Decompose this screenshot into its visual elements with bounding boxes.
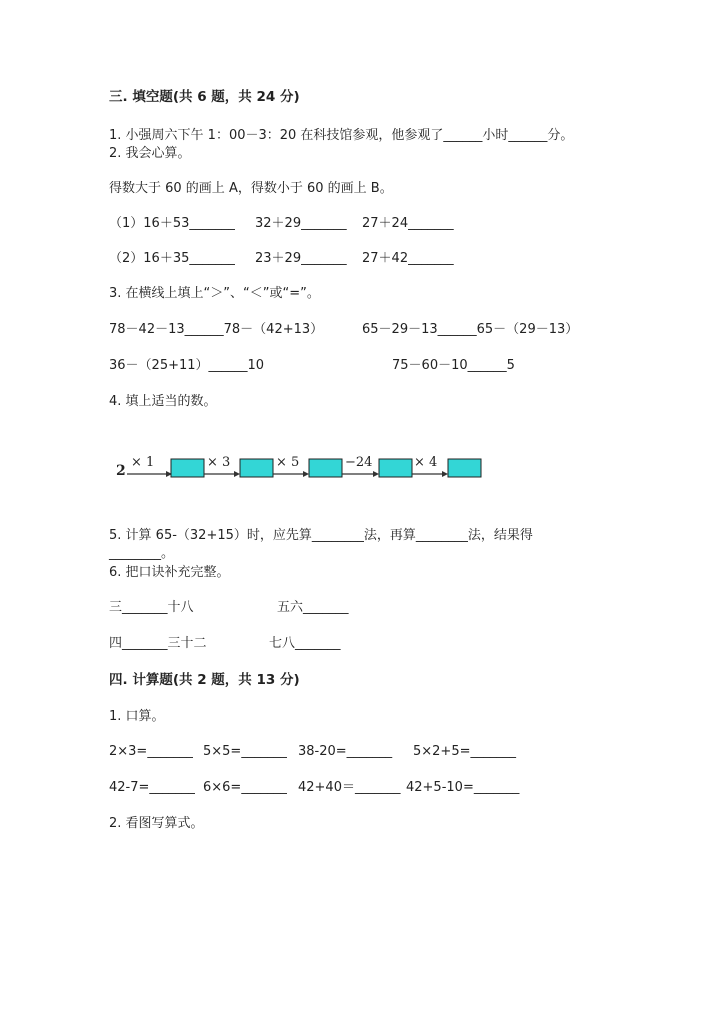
chain-box-5 [448, 459, 481, 477]
s4-q1-row1-item3: 38-20=_______ [298, 744, 393, 759]
chain-box-2 [240, 459, 273, 477]
section3-heading: 三. 填空题(共 6 题，共 24 分) [109, 89, 300, 105]
chain-box-3 [309, 459, 342, 477]
q2-title: 2. 我会心算。 [109, 146, 191, 161]
q6-row2-item2: 七八_______ [269, 636, 341, 651]
s4-q2-title: 2. 看图写算式。 [109, 816, 204, 831]
q2-row1-item2: 32＋29_______ [255, 216, 347, 231]
q6-title: 6. 把口诀补充完整。 [109, 565, 230, 580]
q6-row1-item2: 五六_______ [277, 600, 349, 615]
q3-row1-item2: 65－29－13______65－（29－13） [362, 322, 579, 337]
q2-row2-item1: （2）16＋35_______ [109, 251, 235, 266]
q4-title: 4. 填上适当的数。 [109, 394, 217, 409]
chain-start-number: 2 [116, 463, 126, 479]
s4-q1-row2-item2: 6×6=_______ [203, 780, 287, 795]
q2-row2-item2: 23＋29_______ [255, 251, 347, 266]
chain-arrow-3 [273, 471, 309, 477]
q2-row1-item3: 27＋24_______ [362, 216, 454, 231]
chain-arrow-5 [412, 471, 448, 477]
q1-text: 1. 小强周六下午 1：00－3：20 在科技馆参观，他参观了______小时______分。 [109, 128, 574, 143]
q6-row2-item1: 四_______三十二 [109, 636, 207, 651]
section4-heading: 四. 计算题(共 2 题，共 13 分) [109, 672, 300, 688]
s4-q1-row2-item1: 42-7=_______ [109, 780, 195, 795]
q3-row2-item1: 36－（25+11）______10 [109, 358, 265, 373]
s4-q1-row1-item4: 5×2+5=_______ [413, 744, 516, 759]
chain-arrow-1 [127, 471, 172, 477]
chain-op-2: × 3 [207, 455, 231, 470]
chain-arrow-4 [342, 471, 379, 477]
chain-op-4: −24 [345, 455, 373, 470]
s4-q1-row2-item4: 42+5-10=_______ [406, 780, 520, 795]
s4-q1-row1-item1: 2×3=_______ [109, 744, 193, 759]
s4-q1-row2-item3: 42+40＝_______ [298, 780, 401, 795]
chain-op-3: × 5 [276, 455, 300, 470]
q3-title: 3. 在横线上填上“＞”、“＜”或“=”。 [109, 286, 320, 301]
chain-box-1 [171, 459, 204, 477]
chain-box-4 [379, 459, 412, 477]
q3-row1-item1: 78－42－13______78－（42+13） [109, 322, 324, 337]
q2-instruction: 得数大于 60 的画上 A，得数小于 60 的画上 B。 [109, 181, 393, 196]
q2-row1-item1: （1）16＋53_______ [109, 216, 235, 231]
q6-row1-item1: 三_______十八 [109, 600, 194, 615]
s4-q1-title: 1. 口算。 [109, 709, 165, 724]
chain-arrow-2 [204, 471, 240, 477]
chain-op-1: × 1 [131, 455, 155, 470]
q5-line2: ________。 [109, 546, 175, 561]
q3-row2-item2: 75－60－10______5 [392, 358, 515, 373]
chain-op-5: × 4 [414, 455, 438, 470]
q5-line1: 5. 计算 65-（32+15）时，应先算________法，再算________法，结果得 [109, 528, 533, 543]
number-chain-diagram [116, 448, 496, 488]
q2-row2-item3: 27＋42_______ [362, 251, 454, 266]
s4-q1-row1-item2: 5×5=_______ [203, 744, 287, 759]
